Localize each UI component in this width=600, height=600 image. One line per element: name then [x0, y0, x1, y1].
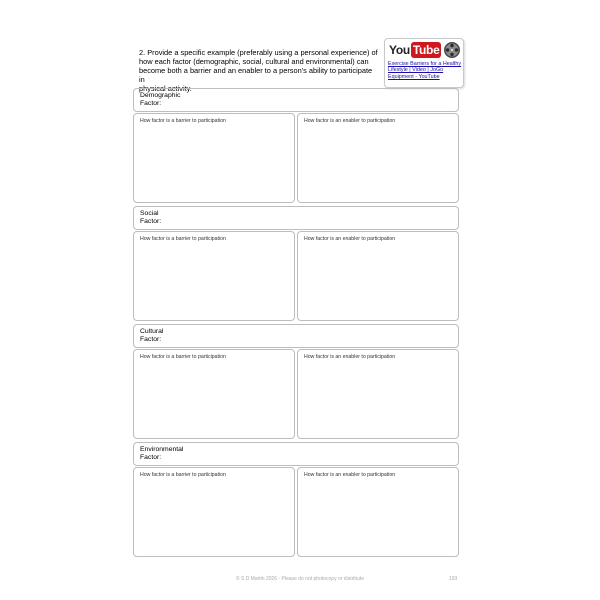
- enabler-caption: How factor is an enabler to participation: [304, 118, 396, 124]
- factor-name: Social: [140, 210, 159, 217]
- page-number: 193: [449, 576, 458, 582]
- question-line: 2. Provide a specific example (preferably using a personal experience) of: [139, 48, 378, 57]
- demographic-barrier-box[interactable]: [133, 113, 295, 203]
- youtube-video-link[interactable]: Exercise Barriers for a Healthy Lifestyle | Video | JoGo Equipment - YouTube: [388, 61, 462, 80]
- barrier-caption: How factor is a barrier to participation: [140, 354, 226, 360]
- barrier-caption: How factor is a barrier to participation: [140, 236, 226, 242]
- enabler-caption: How factor is an enabler to participation: [304, 236, 396, 242]
- barrier-caption: How factor is a barrier to participation: [140, 472, 226, 478]
- copyright-footer: © S D Martin 2026 - Please do not photocopy or distribute: [235, 576, 365, 582]
- factor-name: Cultural: [140, 328, 164, 335]
- enabler-caption: How factor is an enabler to participation: [304, 472, 396, 478]
- youtube-logo-you: You: [389, 43, 410, 57]
- factor-name: Environmental: [140, 446, 184, 453]
- factor-name: Demographic: [140, 92, 181, 99]
- factor-word: Factor:: [140, 453, 162, 461]
- barrier-caption: How factor is a barrier to participation: [140, 118, 226, 124]
- film-reel-icon: [443, 41, 461, 59]
- youtube-logo: [389, 42, 441, 58]
- factor-word: Factor:: [140, 335, 162, 343]
- demographic-enabler-box[interactable]: [297, 113, 459, 203]
- question-line: become both a barrier and an enabler to a person's ability to participate in: [139, 65, 373, 84]
- factor-label: [140, 92, 180, 107]
- cultural-factor-header: [133, 324, 459, 348]
- cultural-enabler-box[interactable]: [297, 349, 459, 439]
- cultural-barrier-box[interactable]: [133, 349, 295, 439]
- enabler-caption: How factor is an enabler to participation: [304, 354, 396, 360]
- youtube-logo-tube: Tube: [412, 43, 440, 57]
- question-line: how each factor (demographic, social, cultural and environmental) can: [139, 56, 369, 66]
- question-text: [139, 49, 379, 94]
- social-enabler-box[interactable]: [297, 231, 459, 321]
- factor-word: Factor:: [140, 99, 162, 107]
- factor-word: Factor:: [140, 217, 162, 225]
- environmental-factor-header: [133, 442, 459, 466]
- environmental-barrier-box[interactable]: [133, 467, 295, 557]
- factor-label: [140, 446, 183, 461]
- environmental-enabler-box[interactable]: [297, 467, 459, 557]
- factor-label: [140, 210, 161, 225]
- factor-label: [140, 328, 163, 343]
- demographic-factor-header: [133, 88, 459, 112]
- question-line: physical activity.: [139, 83, 192, 93]
- social-factor-header: [133, 206, 459, 230]
- youtube-video-card[interactable]: [384, 38, 464, 88]
- social-barrier-box[interactable]: [133, 231, 295, 321]
